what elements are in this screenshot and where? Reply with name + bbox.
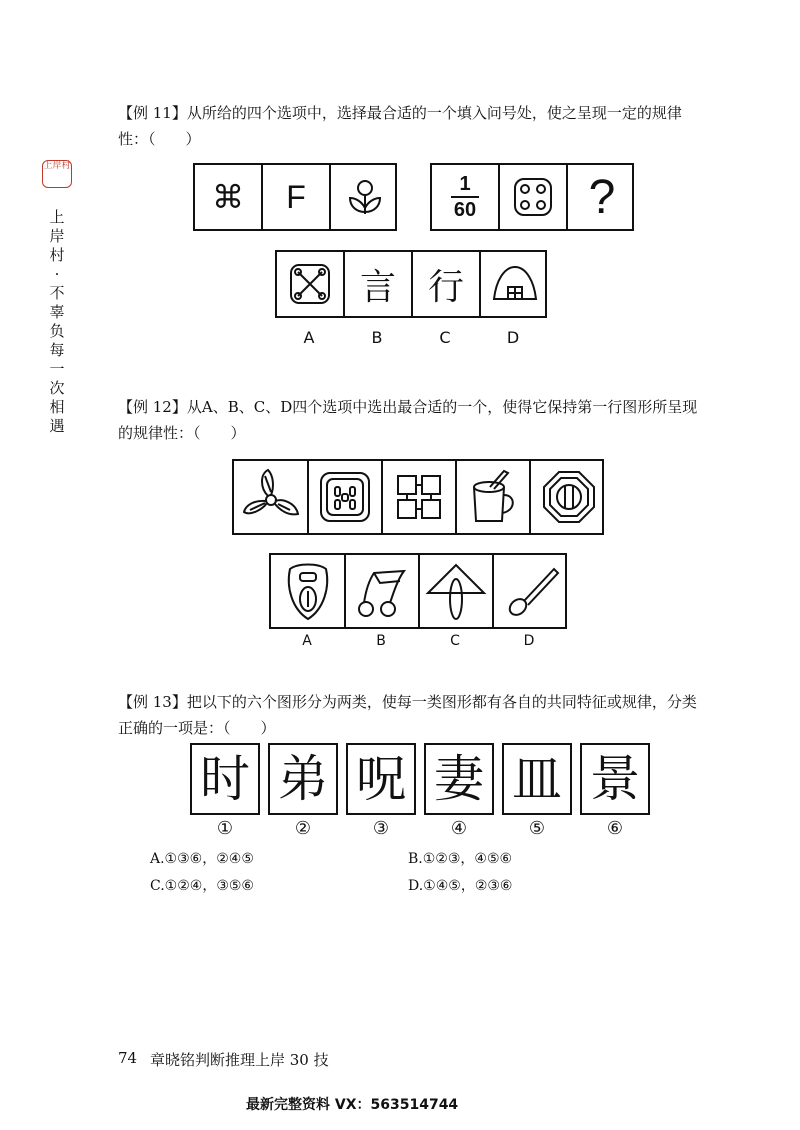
q12-prompt: 【例 12】从A、B、C、D四个选项中选出最合适的一个，使得它保持第一行图形所呈现的规律性：（ ） — [118, 398, 698, 442]
q11-cell — [263, 165, 331, 229]
q12-cell — [234, 461, 309, 533]
q12-cell — [531, 461, 606, 533]
q13-fig-5 — [502, 743, 572, 815]
q13-num-6: ⑥ — [606, 818, 624, 839]
fraction-denominator: 60 — [453, 199, 477, 221]
q11-cell — [331, 165, 399, 229]
q13-char: 时 — [200, 750, 250, 808]
dome-hut-icon — [490, 261, 540, 307]
promo-text: 最新完整资料 VX：563514744 — [246, 1097, 459, 1113]
q12-options — [269, 553, 567, 629]
side-char: 上 — [49, 208, 65, 226]
side-char: 每 — [49, 341, 65, 359]
side-char: 负 — [49, 322, 65, 340]
side-char: 次 — [49, 379, 65, 397]
q11-cell — [568, 165, 636, 229]
q13-num-4: ④ — [450, 818, 468, 839]
q13-num-3: ③ — [372, 818, 390, 839]
side-char: · — [54, 265, 60, 283]
q11-cell — [432, 165, 500, 229]
dice-four-icon — [510, 174, 556, 220]
q12-option-b[interactable] — [346, 555, 420, 627]
q13-answer-c[interactable]: C.①②④，③⑤⑥ — [150, 878, 254, 894]
q13-answer-a[interactable]: A.①③⑥，②④⑤ — [150, 851, 254, 867]
q13-char: 呪 — [356, 750, 406, 808]
side-vertical-text — [46, 208, 68, 436]
q11-label-c: C — [439, 328, 451, 347]
q13-prompt: 【例 13】把以下的六个图形分为两类，使每一类图形都有各自的共同特征或规律，分类正确的一项是：（ ） — [118, 693, 697, 737]
q12-option-a[interactable] — [271, 555, 346, 627]
q12-cell — [457, 461, 531, 533]
q13-num-1: ① — [216, 818, 234, 839]
socket-icon — [315, 467, 375, 527]
q13-fig-1 — [190, 743, 260, 815]
q11-cell — [500, 165, 568, 229]
book-title: 章晓铭判断推理上岸 30 技 — [150, 1051, 329, 1069]
q11-options — [275, 250, 547, 318]
q13-char: 弟 — [278, 750, 328, 808]
side-char: 不 — [49, 284, 65, 302]
side-char: 辜 — [49, 303, 65, 321]
fraction-numerator: 1 — [459, 173, 471, 195]
fan-blades-icon — [238, 464, 304, 530]
q11-label-d: D — [506, 328, 520, 347]
crossed-square-icon — [287, 261, 333, 307]
q12-label-b: B — [376, 633, 386, 649]
q11-option-a[interactable] — [277, 252, 345, 316]
q13-fig-6 — [580, 743, 650, 815]
side-seal — [42, 160, 72, 188]
q12-row1 — [232, 459, 604, 535]
q13-num-2: ② — [294, 818, 312, 839]
side-char: 村 — [49, 246, 65, 264]
q11-cell — [195, 165, 263, 229]
page-number: 74 — [118, 1049, 138, 1067]
command-symbol-icon: ⌘ — [212, 178, 244, 216]
q12-option-c[interactable] — [420, 555, 494, 627]
q13-fig-2 — [268, 743, 338, 815]
q11-row1-group1 — [193, 163, 397, 231]
q12-label-c: C — [450, 633, 460, 649]
flower-icon — [342, 174, 388, 220]
q11-option-d[interactable] — [481, 252, 549, 316]
side-char: 相 — [49, 398, 65, 416]
triangle-ellipse-icon — [424, 559, 488, 623]
seal-text: 上岸村 — [43, 161, 71, 171]
q11-option-c[interactable] — [413, 252, 481, 316]
q12-label-d: D — [523, 633, 535, 649]
q11-prompt: 【例 11】从所给的四个选项中，选择最合适的一个填入问号处，使之呈现一定的规律性：（ ） — [118, 104, 682, 148]
side-char: 岸 — [49, 227, 65, 245]
q13-char: 妻 — [434, 750, 484, 808]
shield-oval-icon — [280, 559, 336, 623]
cup-with-straw-icon — [464, 467, 522, 527]
side-char: 遇 — [49, 417, 65, 435]
letter-f: F — [286, 178, 306, 215]
q13-num-5: ⑤ — [528, 818, 546, 839]
option-c-char: 行 — [427, 266, 464, 308]
q12-label-a: A — [302, 633, 312, 649]
q11-option-b[interactable] — [345, 252, 413, 316]
q12-cell — [383, 461, 457, 533]
q12-cell — [309, 461, 383, 533]
q13-fig-3 — [346, 743, 416, 815]
side-char: 一 — [49, 360, 65, 378]
octagon-icon — [539, 467, 599, 527]
q12-option-d[interactable] — [494, 555, 569, 627]
spoon-icon — [502, 561, 562, 621]
q11-row1-group2 — [430, 163, 634, 231]
fraction-bar — [451, 196, 479, 198]
option-b-char: 言 — [359, 266, 396, 308]
q13-char: 皿 — [512, 750, 562, 808]
four-squares-icon — [392, 470, 446, 524]
q13-fig-4 — [424, 743, 494, 815]
question-mark: ? — [588, 170, 616, 224]
music-notes-icon — [352, 561, 412, 621]
q13-answer-b[interactable]: B.①②③，④⑤⑥ — [408, 851, 513, 867]
q11-label-a: A — [303, 328, 315, 347]
q13-char: 景 — [590, 750, 640, 808]
q13-answer-d[interactable]: D.①④⑤，②③⑥ — [408, 878, 513, 894]
q11-label-b: B — [371, 328, 383, 347]
